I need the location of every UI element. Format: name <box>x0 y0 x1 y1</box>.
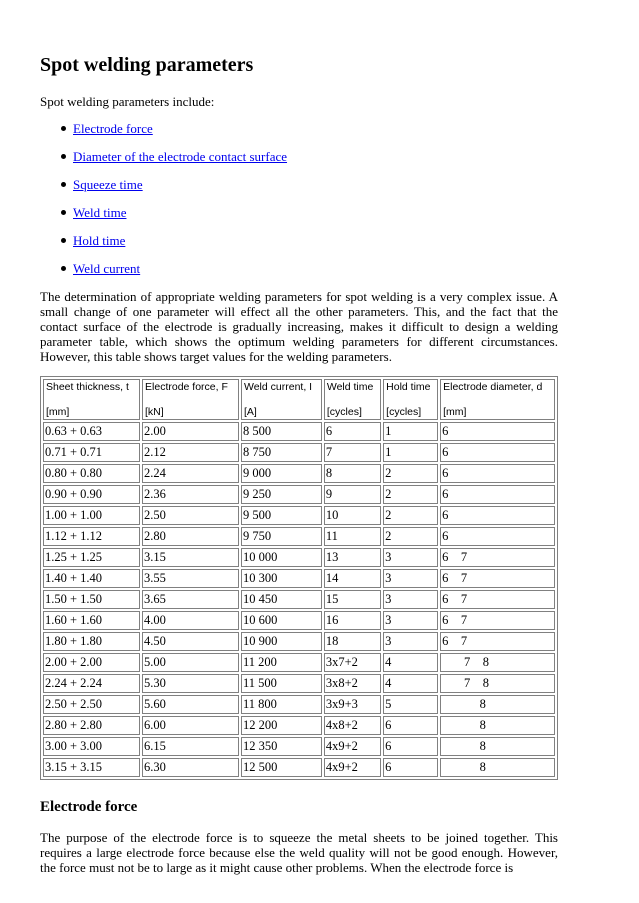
table-cell: 8 <box>440 737 555 756</box>
table-cell: 6 7 <box>440 632 555 651</box>
table-cell: 6 <box>440 422 555 441</box>
table-row <box>43 716 555 735</box>
bullet-icon <box>61 126 66 131</box>
table-cell: 8 <box>440 758 555 777</box>
table-cell: 9 250 <box>241 485 322 504</box>
list-item <box>73 177 558 192</box>
table-cell: 10 000 <box>241 548 322 567</box>
table-cell: 9 750 <box>241 527 322 546</box>
bullet-icon <box>61 266 66 271</box>
table-cell: 8 500 <box>241 422 322 441</box>
table-cell: 11 <box>324 527 381 546</box>
table-cell: 5.60 <box>142 695 239 714</box>
table-row <box>43 737 555 756</box>
list-item <box>73 149 558 164</box>
table-cell: 1.00 + 1.00 <box>43 506 140 525</box>
table-cell: 3.15 + 3.15 <box>43 758 140 777</box>
list-item <box>73 205 558 220</box>
table-cell: 4x9+2 <box>324 737 381 756</box>
table-row <box>43 611 555 630</box>
table-cell: 2.24 <box>142 464 239 483</box>
table-cell: 1.25 + 1.25 <box>43 548 140 567</box>
parameter-list <box>40 121 558 276</box>
table-cell: 10 450 <box>241 590 322 609</box>
column-header: Hold time [cycles] <box>383 379 438 420</box>
table-cell: 3x9+3 <box>324 695 381 714</box>
page-title: Spot welding parameters <box>40 54 254 76</box>
table-cell: 4 <box>383 653 438 672</box>
table-cell: 9 000 <box>241 464 322 483</box>
table-cell: 10 900 <box>241 632 322 651</box>
table-row <box>43 632 555 651</box>
table-cell: 2 <box>383 506 438 525</box>
welding-parameters-table <box>40 376 558 780</box>
table-cell: 8 <box>324 464 381 483</box>
table-cell: 2.50 + 2.50 <box>43 695 140 714</box>
table-row <box>43 653 555 672</box>
table-cell: 6 <box>440 527 555 546</box>
table-cell: 6 <box>383 716 438 735</box>
weld-time-link[interactable]: Weld time <box>73 205 127 220</box>
list-item <box>73 233 558 248</box>
table-cell: 3.55 <box>142 569 239 588</box>
table-cell: 6.15 <box>142 737 239 756</box>
table-cell: 2.80 <box>142 527 239 546</box>
table-cell: 3 <box>383 632 438 651</box>
table-cell: 10 300 <box>241 569 322 588</box>
table-cell: 1.80 + 1.80 <box>43 632 140 651</box>
table-cell: 3 <box>383 569 438 588</box>
table-row <box>43 548 555 567</box>
table-row <box>43 590 555 609</box>
table-cell: 6 <box>324 422 381 441</box>
table-cell: 7 8 <box>440 674 555 693</box>
table-header-row <box>43 379 555 420</box>
list-item <box>73 261 558 276</box>
electrode-diameter-link[interactable]: Diameter of the electrode contact surface <box>73 149 288 164</box>
table-cell: 6 <box>440 464 555 483</box>
table-cell: 7 <box>324 443 381 462</box>
table-cell: 1.40 + 1.40 <box>43 569 140 588</box>
table-cell: 1 <box>383 422 438 441</box>
table-row <box>43 674 555 693</box>
table-cell: 1 <box>383 443 438 462</box>
column-header: Weld current, I [A] <box>241 379 322 420</box>
description-paragraph: The determination of appropriate welding parameters for spot welding is a very complex issue. A small change of one parameter will effect all the other parameters. This, and the fact that the contact surface of the electrode is gradually increasing, makes it difficult to design a welding parameter table, which shows the optimum welding parameters for different circumstances. However, this table shows target values for the welding parameters. <box>40 289 558 364</box>
table-cell: 3x7+2 <box>324 653 381 672</box>
list-item <box>73 121 558 136</box>
table-cell: 2 <box>383 485 438 504</box>
table-cell: 6 <box>440 485 555 504</box>
table-cell: 6 7 <box>440 590 555 609</box>
table-cell: 3.65 <box>142 590 239 609</box>
table-cell: 2.80 + 2.80 <box>43 716 140 735</box>
table-cell: 10 <box>324 506 381 525</box>
table-cell: 8 <box>440 695 555 714</box>
table-cell: 2.00 <box>142 422 239 441</box>
table-cell: 7 8 <box>440 653 555 672</box>
table-cell: 3.15 <box>142 548 239 567</box>
table-cell: 0.71 + 0.71 <box>43 443 140 462</box>
table-cell: 0.80 + 0.80 <box>43 464 140 483</box>
column-header: Electrode force, F [kN] <box>142 379 239 420</box>
table-cell: 0.90 + 0.90 <box>43 485 140 504</box>
table-cell: 11 500 <box>241 674 322 693</box>
table-cell: 8 750 <box>241 443 322 462</box>
hold-time-link[interactable]: Hold time <box>73 233 126 248</box>
table-cell: 6 <box>440 506 555 525</box>
table-cell: 6.00 <box>142 716 239 735</box>
table-row <box>43 758 555 777</box>
table-cell: 4.50 <box>142 632 239 651</box>
table-cell: 12 200 <box>241 716 322 735</box>
table-row <box>43 695 555 714</box>
table-cell: 0.63 + 0.63 <box>43 422 140 441</box>
table-cell: 5.00 <box>142 653 239 672</box>
table-cell: 18 <box>324 632 381 651</box>
squeeze-time-link[interactable]: Squeeze time <box>73 177 143 192</box>
table-cell: 2.00 + 2.00 <box>43 653 140 672</box>
table-cell: 3 <box>383 590 438 609</box>
table-cell: 3 <box>383 548 438 567</box>
table-cell: 14 <box>324 569 381 588</box>
table-cell: 5.30 <box>142 674 239 693</box>
table-cell: 2.24 + 2.24 <box>43 674 140 693</box>
table-cell: 11 800 <box>241 695 322 714</box>
electrode-force-link[interactable]: Electrode force <box>73 121 153 136</box>
table-cell: 2.12 <box>142 443 239 462</box>
table-row <box>43 527 555 546</box>
table-cell: 3 <box>383 611 438 630</box>
table-cell: 13 <box>324 548 381 567</box>
table-row <box>43 485 555 504</box>
intro-text: Spot welding parameters include: <box>40 94 215 109</box>
table-cell: 4x9+2 <box>324 758 381 777</box>
bullet-icon <box>61 210 66 215</box>
section-paragraph: The purpose of the electrode force is to squeeze the metal sheets to be joined together. This requires a large electrode force because else the weld quality will not be good enough. However, the force must not be to large as it might cause other problems. When the electrode force is <box>40 830 558 875</box>
table-cell: 9 500 <box>241 506 322 525</box>
table-cell: 6 7 <box>440 569 555 588</box>
table-cell: 1.50 + 1.50 <box>43 590 140 609</box>
table-cell: 3x8+2 <box>324 674 381 693</box>
table-cell: 4.00 <box>142 611 239 630</box>
bullet-icon <box>61 154 66 159</box>
table-cell: 16 <box>324 611 381 630</box>
table-cell: 6 <box>440 443 555 462</box>
table-cell: 8 <box>440 716 555 735</box>
table-cell: 2 <box>383 527 438 546</box>
table-cell: 4 <box>383 674 438 693</box>
table-cell: 4x8+2 <box>324 716 381 735</box>
table-cell: 10 600 <box>241 611 322 630</box>
table-cell: 6 7 <box>440 548 555 567</box>
bullet-icon <box>61 238 66 243</box>
table-cell: 11 200 <box>241 653 322 672</box>
table-cell: 15 <box>324 590 381 609</box>
table-cell: 1.12 + 1.12 <box>43 527 140 546</box>
table-cell: 6.30 <box>142 758 239 777</box>
table-row <box>43 464 555 483</box>
table-cell: 2.36 <box>142 485 239 504</box>
table-cell: 9 <box>324 485 381 504</box>
table-cell: 6 <box>383 758 438 777</box>
table-cell: 6 <box>383 737 438 756</box>
table-cell: 6 7 <box>440 611 555 630</box>
column-header: Weld time [cycles] <box>324 379 381 420</box>
document-page <box>40 52 558 875</box>
table-body <box>43 422 555 777</box>
table-cell: 2 <box>383 464 438 483</box>
table-cell: 2.50 <box>142 506 239 525</box>
table-cell: 1.60 + 1.60 <box>43 611 140 630</box>
table-row <box>43 506 555 525</box>
bullet-icon <box>61 182 66 187</box>
weld-current-link[interactable]: Weld current <box>73 261 141 276</box>
table-cell: 3.00 + 3.00 <box>43 737 140 756</box>
table-cell: 12 500 <box>241 758 322 777</box>
table-row <box>43 569 555 588</box>
table-row <box>43 422 555 441</box>
column-header: Sheet thickness, t [mm] <box>43 379 140 420</box>
column-header: Electrode diameter, d [mm] <box>440 379 555 420</box>
table-row <box>43 443 555 462</box>
table-cell: 5 <box>383 695 438 714</box>
table-cell: 12 350 <box>241 737 322 756</box>
section-heading: Electrode force <box>40 799 138 815</box>
